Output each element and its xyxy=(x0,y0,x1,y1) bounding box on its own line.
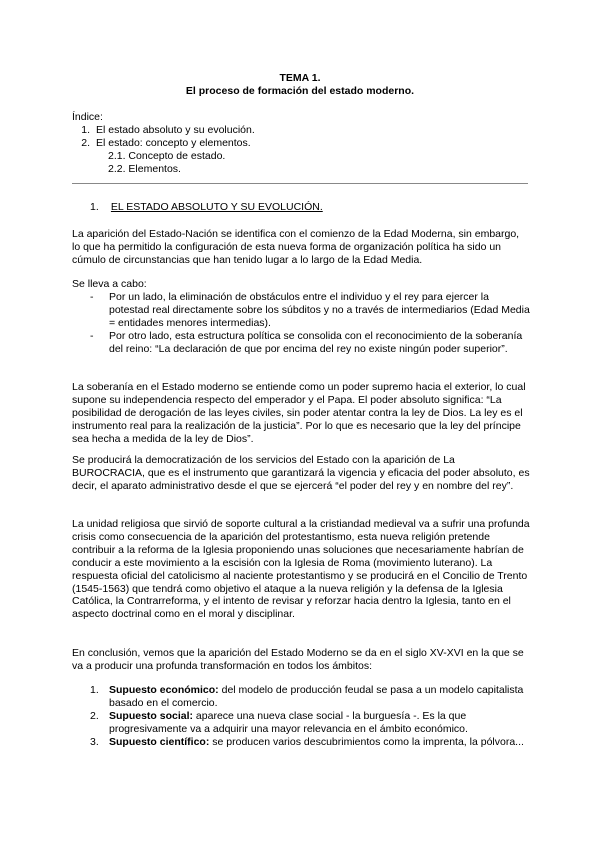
section-title: EL ESTADO ABSOLUTO Y SU EVOLUCIÓN. xyxy=(110,201,323,213)
list-item-text: Por otro lado, esta estructura política se consolida con el reconocimiento de la soberanía del reino: “La declaración de que por encima del rey no existe ningún poder superior”. xyxy=(109,329,523,355)
list-dash: - xyxy=(90,291,94,303)
dash-list xyxy=(90,291,530,356)
paragraph-conclusion: En conclusión, vemos que la aparición del Estado Moderno se da en el siglo XV-XVI en la que se va a producir una profunda transformación en todos los ámbitos: xyxy=(72,647,524,672)
list-number: 2. xyxy=(90,709,99,722)
list-item-label: Supuesto científico: xyxy=(109,735,210,748)
toc-item-number: 1. xyxy=(81,124,90,136)
toc-item-label: El estado: concepto y elementos. xyxy=(96,137,251,149)
toc-heading: Índice: xyxy=(72,111,103,123)
toc-subitem: 2.2. Elementos. xyxy=(108,163,181,175)
list-item-label: Supuesto social: xyxy=(109,709,194,722)
list-item-text: del modelo de producción feudal se pasa a un modelo capitalista basado en el comercio. xyxy=(109,684,524,709)
list-item-text: Por un lado, la eliminación de obstáculos entre el individuo y el rey para ejercer la potestad real directamente sobre los súbditos y no a través de intermediarios (Edad Media = entidades menores intermedias). xyxy=(109,291,530,329)
paragraph-burocracia: Se producirá la democratización de los servicios del Estado con la aparición de La BUROCRACIA, que es el instrumento que garantizará la vigencia y eficacia del poder absoluto, es decir, el aparato administrativo desde el que se ejercerá “el poder del rey y en nombre del rey”. xyxy=(72,454,530,492)
document-title xyxy=(72,72,528,98)
list-number: 1. xyxy=(90,684,99,696)
toc-subitem: 2.1. Concepto de estado. xyxy=(108,150,226,162)
list-item xyxy=(90,710,530,736)
list-item-label: Supuesto económico: xyxy=(109,684,219,696)
horizontal-divider xyxy=(72,183,528,184)
table-of-contents xyxy=(72,111,532,176)
list-item xyxy=(90,684,530,710)
paragraph-se-lleva-a-cabo: Se lleva a cabo: xyxy=(72,278,147,290)
numbered-list xyxy=(90,684,530,749)
list-dash: - xyxy=(90,329,94,342)
toc-item-number: 2. xyxy=(81,137,90,149)
toc-item xyxy=(72,137,532,150)
list-item-content xyxy=(109,710,530,736)
list-item xyxy=(90,291,530,330)
toc-item xyxy=(72,124,532,137)
section-number: 1. xyxy=(90,201,99,213)
list-item xyxy=(90,330,530,356)
paragraph-estado-nacion: La aparición del Estado-Nación se identifica con el comienzo de la Edad Moderna, sin embargo, lo que ha permitido la configuración de esta nueva forma de organización política ha sido un cúmulo de circunstancias que han tenido lugar a lo largo de la Edad Media. xyxy=(72,228,520,266)
title-line-2: El proceso de formación del estado moderno. xyxy=(185,85,415,97)
list-number: 3. xyxy=(90,735,99,748)
list-item-content xyxy=(109,736,524,749)
title-line-1: TEMA 1. xyxy=(279,72,321,84)
section-heading xyxy=(90,201,323,214)
list-item-content xyxy=(109,684,530,710)
toc-item-label: El estado absoluto y su evolución. xyxy=(96,124,255,136)
list-item xyxy=(90,736,530,749)
paragraph-soberania: La soberanía en el Estado moderno se entiende como un poder supremo hacia el exterior, lo cual supone su independencia respecto del emperador y el Papa. El poder absoluto significa: “La posibilidad de derogación de las leyes civiles, sin poder atentar contra la ley de Dios. La ley es el instrumento real para la realización de la justicia”. Por lo que es necesario que la ley del príncipe sea hecha a medida de la ley de Dios”. xyxy=(72,381,526,445)
paragraph-unidad-religiosa: La unidad religiosa que sirvió de soporte cultural a la cristiandad medieval va a sufrir una profunda crisis como consecuencia de la aparición del protestantismo, esta nueva religión pretende contribuir a la reforma de la Iglesia proponiendo unas soluciones que necesariamente habrían de conducir a este movimiento a la escisión con la Iglesia de Roma (movimiento luterano). La respuesta oficial del catolicismo al naciente protestantismo y se producirá en el Concilio de Trento (1545-1563) que tendrá como objetivo el ataque a la nueva religión y la defensa de la Iglesia Católica, la Contrarreforma, y el intento de revisar y reforzar hacia dentro la Iglesia, tanto en el aspecto doctrinal como en el moral y disciplinar. xyxy=(72,518,530,621)
list-item-text: aparece una nueva clase social - la burguesía -. Es la que progresivamente va a adquirir una mayor relevancia en el ámbito económico. xyxy=(109,709,468,735)
list-item-text: se producen varios descubrimientos como la imprenta, la pólvora... xyxy=(209,735,524,748)
